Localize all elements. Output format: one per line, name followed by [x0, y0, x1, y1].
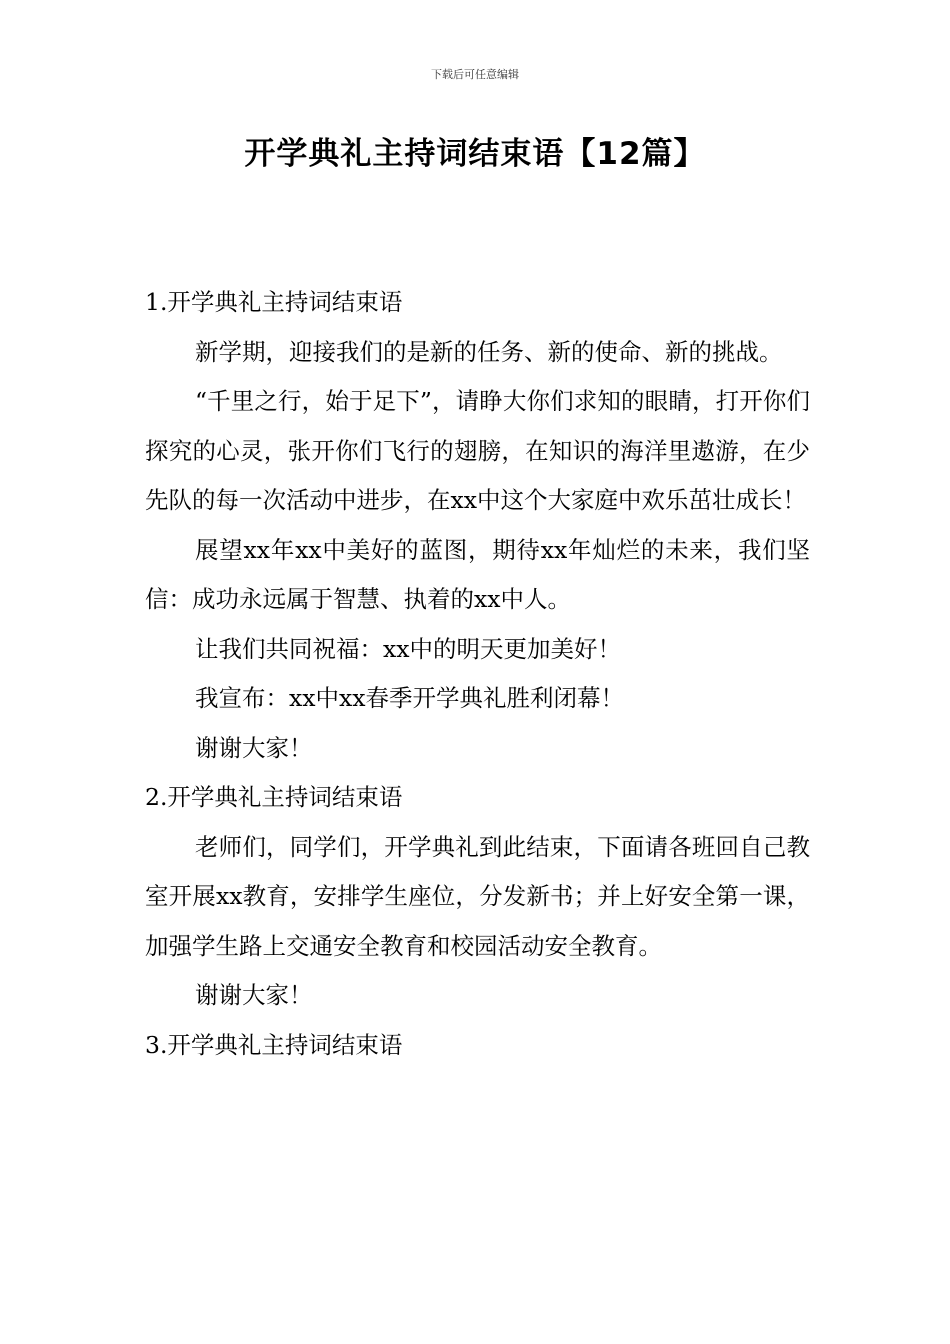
header-note: 下载后可任意编辑: [431, 68, 519, 81]
paragraph: 展望xx年xx中美好的蓝图，期待xx年灿烂的未来，我们坚信：成功永远属于智慧、执着的xx中人。: [145, 535, 810, 613]
paragraph: 谢谢大家！: [195, 733, 313, 762]
section-heading-3: 3.开学典礼主持词结束语: [145, 1030, 403, 1059]
paragraph: 让我们共同祝福：xx中的明天更加美好！: [195, 634, 622, 663]
paragraph: “千里之行，始于足下”，请睁大你们求知的眼睛，打开你们探究的心灵，张开你们飞行的翅膀，在知识的海洋里遨游，在少先队的每一次活动中进步，在xx中这个大家庭中欢乐茁壮成长！: [145, 387, 810, 514]
paragraph: 新学期，迎接我们的是新的任务、新的使命、新的挑战。: [195, 337, 783, 366]
paragraph: 老师们，同学们，开学典礼到此结束，下面请各班回自己教室开展xx教育，安排学生座位，分发新书；并上好安全第一课，加强学生路上交通安全教育和校园活动安全教育。: [145, 832, 810, 960]
paragraph: 谢谢大家！: [195, 981, 313, 1009]
document-title: 开学典礼主持词结束语【12篇】: [244, 136, 706, 172]
section-heading-1: 1.开学典礼主持词结束语: [145, 288, 403, 316]
paragraph: 我宣布：xx中xx春季开学典礼胜利闭幕！: [195, 684, 625, 712]
document-body: [145, 278, 810, 1070]
section-heading-2: 2.开学典礼主持词结束语: [145, 783, 403, 811]
